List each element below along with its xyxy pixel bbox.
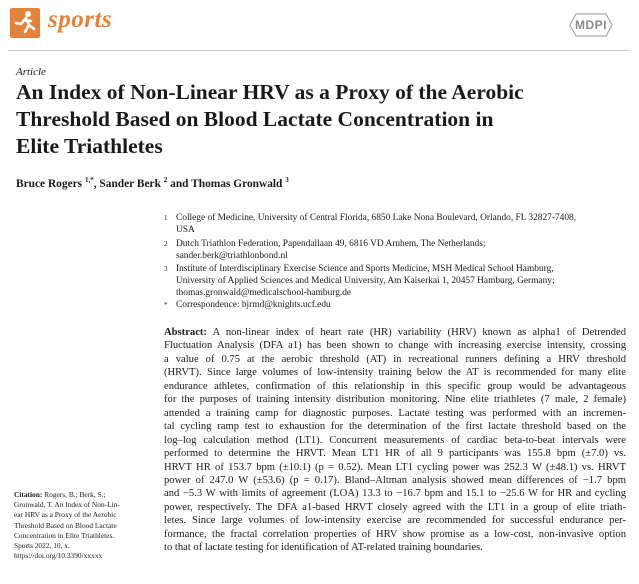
abstract-line: Fluctuation Analysis (DFA a1) has been shown to change with increasing exercise intensity, crossing: [164, 340, 626, 352]
affiliation-line: USA: [176, 225, 195, 235]
author-separator: ,: [93, 178, 100, 190]
author-name: Sander Berk: [99, 178, 161, 190]
affiliation-line: Dutch Triathlon Federation, Papendallaan 49, 6816 VD Arnhem, The Netherlands;: [176, 239, 486, 249]
correspondence-mark: *: [164, 301, 168, 309]
abstract-line: letes. Since large volumes of low-intensity exercise are recommended for successful endurance per-: [164, 515, 626, 527]
author-affiliation-mark: 1,*: [84, 176, 94, 185]
citation-box: [14, 490, 134, 561]
abstract-line: tal cycling ramp test to exhaustion for the determination of the first lactate threshold based on the: [164, 421, 626, 433]
runner-icon: [10, 8, 40, 38]
paper-title: [16, 79, 536, 160]
abstract-line: a value of 0.75 at the aerobic threshold (AT) in recreational runners defining a HRV threshold: [164, 353, 626, 365]
citation-line: Gronwald, T. An Index of Non-Lin-: [14, 500, 120, 510]
affiliation-item: [164, 212, 577, 236]
title-line: An Index of Non-Linear HRV as a Proxy of the Aerobic: [16, 80, 524, 104]
author-separator: and: [167, 178, 192, 190]
affiliation-item: [164, 263, 555, 299]
affiliation-number: 1: [164, 214, 168, 222]
abstract-line: attended a training camp for diagnostic purposes. Lactate testing was performed with an incremen-: [164, 407, 626, 419]
citation-line: Concentration in Elite Triathletes.: [14, 530, 115, 540]
citation-label: Citation:: [14, 490, 43, 499]
abstract-line: HRVT HR of 153.7 bpm (±10.1) (p = 0.52). Mean LT1 cycling power was 252.3 W (±48.1) vs. HRVT: [164, 461, 626, 473]
affiliation-number: 2: [164, 240, 168, 248]
abstract-line: (HRVT). Since large volumes of low-intensity training below the AT is recommended for many elite: [164, 367, 626, 379]
author-name: Thomas Gronwald: [191, 178, 283, 190]
affiliation-number: 3: [164, 265, 168, 273]
abstract-line: log–log calculation method (LT1). Concurrent measurements of cardiac beta-to-beat intervals were: [164, 434, 626, 446]
citation-doi-link[interactable]: https://doi.org/10.3390/xxxxx: [14, 551, 103, 561]
affiliation-line: Institute of Interdisciplinary Exercise Science and Sports Medicine, MSH Medical School Hamburg,: [176, 264, 554, 274]
affiliation-email[interactable]: sander.berk@triathlonbond.nl: [176, 251, 288, 261]
citation-line: Sports 2022, 10, x.: [14, 541, 70, 551]
citation-line: Rogers, B.; Berk, S.;: [42, 490, 106, 499]
correspondence-line[interactable]: Correspondence: bjrmd@knights.ucf.edu: [176, 300, 331, 310]
abstract-line: for the purposes of training intensity distribution monitoring. Nine elite triathletes (7 male, 2 female): [164, 394, 626, 406]
affiliation-email[interactable]: thomas.gronwald@medicalschool-hamburg.de: [176, 288, 352, 298]
citation-line: Threshold Based on Blood Lactate: [14, 520, 117, 530]
author-affiliation-mark: 2: [163, 176, 168, 185]
abstract-line: power, respectively. The DFA a1-based HRVT closely agreed with the LT1 in a group of elite triath-: [164, 501, 626, 513]
citation-line: ear HRV as a Proxy of the Aerobic: [14, 510, 117, 520]
title-line: Elite Triathletes: [16, 134, 163, 158]
author-affiliation-mark: 3: [285, 176, 289, 185]
abstract-line: endurance athletes, confirmation of this relationship in this specific group would be advantageous: [164, 380, 626, 392]
abstract-line: performed to determine the HRVT. Mean LT1 HR of all 9 participants was 155.8 bpm (±7.0) vs.: [164, 448, 626, 460]
journal-name: sports: [48, 6, 113, 33]
affiliation-item: [164, 238, 486, 262]
correspondence-item: [164, 299, 331, 311]
author-list: [16, 178, 289, 190]
abstract-label: Abstract:: [164, 327, 207, 338]
abstract-line: A non-linear index of heart rate (HR) variability (HRV) known as alpha1 of Detrended: [206, 327, 626, 338]
header-divider: [8, 50, 630, 51]
title-line: Threshold Based on Blood Lactate Concentration in: [16, 107, 494, 131]
affiliation-line: College of Medicine, University of Central Florida, 6850 Lake Nona Boulevard, Orlando, FL 32827-7408,: [176, 213, 577, 223]
journal-logo: [10, 8, 40, 38]
abstract-line: and −5.3 W with limits of agreement (LOA) 13.3 to −16.7 bpm and 15.1 to −25.6 W for HR and cycling: [164, 488, 626, 500]
abstract-line: power of 247.0 W (±53.6) (p = 0.17). Bland–Altman analysis showed mean differences of −1.7 bpm: [164, 474, 626, 486]
publisher-logo-text: MDPI: [575, 18, 607, 32]
article-type-label: Article: [16, 66, 46, 78]
abstract-line: formance, the fractal correlation properties of HRV show promise as a low-cost, non-invasive option: [164, 528, 626, 540]
author-name: Bruce Rogers: [16, 178, 83, 190]
abstract-line: to that of lactate testing for identification of AT-related training boundaries.: [164, 542, 483, 554]
abstract: [164, 326, 626, 555]
affiliation-line: University of Applied Sciences and Medical University, Am Kaiserkai 1, 20457 Hamburg, Germany;: [176, 276, 555, 286]
